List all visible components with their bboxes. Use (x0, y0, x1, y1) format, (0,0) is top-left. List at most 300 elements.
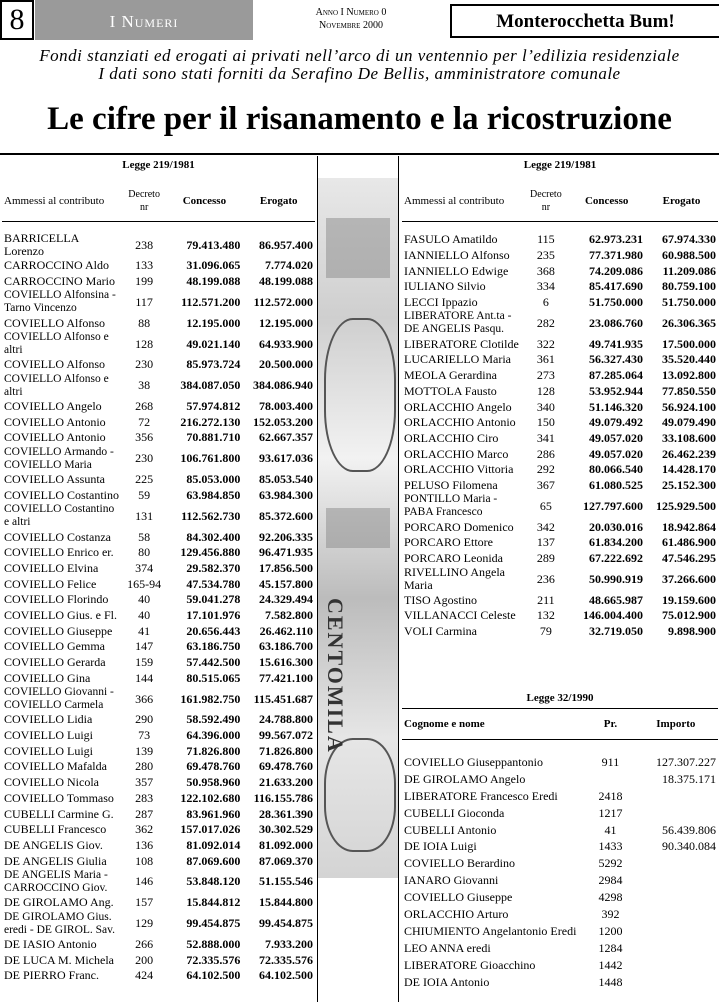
amount (634, 788, 718, 805)
beneficiary-name: COVIELLO Gerarda (4, 655, 106, 670)
granted-amount: 50.990.919 (588, 571, 643, 586)
beneficiary-name: COVIELLO Armando - COVIELLO Maria (4, 445, 114, 471)
decree-number: 362 (135, 822, 154, 837)
paid-amount: 33.108.600 (662, 430, 716, 445)
paid-amount: 115.451.687 (253, 691, 313, 706)
granted-amount: 69.478.760 (186, 759, 241, 774)
banknote-band (326, 218, 390, 278)
table-row (2, 331, 315, 357)
right-table (402, 157, 718, 639)
beneficiary-name: CHIUMIENTO Angelantonio Eredi (404, 923, 577, 938)
table-row (402, 384, 718, 400)
decree-number: 147 (135, 639, 154, 654)
decree-number: 225 (135, 472, 154, 487)
beneficiary-name: LUCARIELLO Maria (404, 352, 511, 367)
article-title: Le cifre per il risanamento e la ricostruzione (47, 101, 672, 137)
beneficiary-name: CUBELLI Francesco (4, 822, 107, 837)
beneficiary-name: COVIELLO Giuseppantonio (404, 754, 543, 769)
beneficiary-name: COVIELLO Alfonso e altri (4, 331, 109, 357)
paid-amount: 62.667.357 (259, 430, 313, 445)
amount (634, 805, 718, 822)
granted-amount: 85.973.724 (186, 357, 241, 372)
table-row (2, 561, 315, 577)
decree-number: 144 (135, 670, 154, 685)
beneficiary-name: DE GIROLAMO Gius. eredi - DE GIROL. Sav. (4, 910, 116, 936)
page-header (0, 0, 719, 40)
decree-number: 282 (536, 315, 555, 330)
beneficiary-name: COVIELLO Alfonso e altri (4, 372, 109, 398)
beneficiary-name: COVIELLO Alfonso (4, 357, 105, 372)
table-row (402, 855, 718, 872)
column-divider-right (398, 156, 399, 1002)
decree-number: 342 (536, 519, 555, 534)
paid-amount: 26.306.365 (662, 315, 716, 330)
beneficiary-name: COVIELLO Alfonso (4, 315, 105, 330)
table-row (2, 315, 315, 331)
table-row (402, 551, 718, 567)
granted-amount: 23.086.760 (588, 315, 643, 330)
granted-amount: 53.848.120 (186, 874, 241, 889)
paid-amount: 9.898.900 (668, 624, 716, 639)
granted-amount: 84.302.400 (186, 529, 241, 544)
paid-amount: 69.478.760 (259, 759, 313, 774)
paid-amount: 85.053.540 (259, 472, 313, 487)
spacer-cell (402, 740, 718, 755)
granted-amount: 80.515.065 (186, 670, 241, 685)
table-row (402, 754, 718, 771)
decree-number: 117 (135, 294, 153, 309)
granted-amount: 64.396.000 (186, 728, 241, 743)
granted-amount: 57.442.500 (186, 655, 241, 670)
beneficiary-name: ORLACCHIO Antonio (404, 415, 516, 430)
granted-amount: 77.371.980 (588, 248, 643, 263)
paid-amount: 93.617.036 (259, 451, 313, 466)
beneficiary-name: LIBERATORE Clotilde (404, 336, 519, 351)
beneficiary-name: COVIELLO Luigi (4, 743, 93, 758)
amount (634, 906, 718, 923)
banknote-seal (324, 738, 396, 852)
granted-amount: 157.017.026 (180, 822, 241, 837)
law-32-1990-table (402, 688, 718, 990)
decree-number: 366 (135, 691, 154, 706)
subtitle-line-1: Fondi stanziati ed erogati ai privati nell’arco di un ventennio per l’edilizia residenziale (39, 46, 680, 65)
paid-amount: 17.856.500 (259, 560, 313, 575)
paid-amount: 47.546.295 (662, 551, 716, 566)
paid-amount: 48.199.088 (259, 274, 313, 289)
table-row (2, 853, 315, 869)
beneficiary-name: VOLI Carmina (404, 624, 477, 639)
table-row (2, 670, 315, 686)
beneficiary-name: CUBELLI Gioconda (404, 805, 505, 820)
table-row (402, 889, 718, 906)
decree-number: 238 (135, 237, 154, 252)
paid-amount: 116.155.786 (253, 790, 313, 805)
decree-number: 235 (536, 248, 555, 263)
decree-number: 165-94 (127, 576, 162, 591)
beneficiary-name: COVIELLO Angelo (4, 399, 102, 414)
beneficiary-name: COVIELLO Alfonsina - Tarno Vincenzo (4, 289, 116, 315)
practice-number (587, 771, 633, 788)
decree-number: 341 (536, 430, 555, 445)
granted-amount: 49.079.492 (588, 415, 643, 430)
paid-amount: 15.616.300 (259, 655, 313, 670)
decree-number: 424 (135, 968, 154, 983)
beneficiary-name: DE ANGELIS Giulia (4, 853, 107, 868)
practice-number: 41 (604, 822, 617, 837)
column-header-name: Ammessi al contributo (402, 181, 523, 222)
beneficiary-name: RIVELLINO Angela Maria (404, 565, 505, 593)
table-header-row (2, 181, 315, 222)
table-row (402, 624, 718, 640)
practice-number: 4298 (598, 890, 623, 905)
paid-amount: 71.826.800 (259, 743, 313, 758)
table-row (2, 686, 315, 712)
beneficiary-name: DE IASIO Antonio (4, 936, 97, 951)
paid-amount: 61.486.900 (662, 535, 716, 550)
column-header-granted: Concesso (568, 181, 645, 222)
title-rule (0, 153, 719, 155)
newspaper-name: Monterocchetta Bum! (450, 4, 719, 38)
paid-amount: 72.335.576 (259, 952, 313, 967)
decree-number: 283 (135, 790, 154, 805)
paid-amount: 21.633.200 (259, 775, 313, 790)
decree-number: 290 (135, 712, 154, 727)
decree-number: 128 (536, 383, 555, 398)
practice-number: 1448 (598, 974, 623, 989)
paid-amount: 24.788.800 (259, 712, 313, 727)
paid-amount: 17.500.000 (662, 336, 716, 351)
decree-number: 159 (135, 655, 154, 670)
granted-amount: 64.102.500 (186, 968, 241, 983)
paid-amount: 30.302.529 (259, 822, 313, 837)
granted-amount: 87.069.600 (186, 853, 241, 868)
granted-amount: 50.958.960 (186, 775, 241, 790)
decree-number: 80 (138, 545, 151, 560)
decree-number: 58 (138, 529, 151, 544)
paid-amount: 24.329.494 (259, 592, 313, 607)
granted-amount: 17.101.976 (186, 607, 241, 622)
decree-number: 72 (138, 414, 151, 429)
table-row (402, 279, 718, 295)
table-row (402, 535, 718, 551)
paid-amount: 125.929.500 (656, 498, 716, 513)
beneficiary-name: PONTILLO Maria - PABA Francesco (404, 493, 498, 519)
table-row (402, 923, 718, 940)
table-row (2, 576, 315, 592)
decree-number: 132 (536, 608, 555, 623)
table-row (2, 838, 315, 854)
table-row (2, 655, 315, 671)
paid-amount: 56.924.100 (662, 399, 716, 414)
beneficiary-name: COVIELLO Lidia (4, 712, 93, 727)
granted-amount: 122.102.680 (180, 790, 241, 805)
paid-amount: 35.520.440 (662, 352, 716, 367)
paid-amount: 99.567.072 (259, 728, 313, 743)
amount (634, 855, 718, 872)
beneficiary-name: COVIELLO Giuseppe (4, 623, 113, 638)
paid-amount: 51.155.546 (259, 874, 313, 889)
granted-amount: 61.834.200 (588, 535, 643, 550)
table-row (402, 519, 718, 535)
granted-amount: 85.417.690 (588, 279, 643, 294)
granted-amount: 146.004.400 (582, 608, 643, 623)
practice-number: 1442 (598, 957, 623, 972)
column-header-decree: Decreto nr (122, 181, 167, 222)
decree-number: 136 (135, 837, 154, 852)
amount (634, 974, 718, 991)
amount (634, 957, 718, 974)
beneficiary-name: COVIELLO Gius. e Fl. (4, 607, 117, 622)
granted-amount: 63.984.850 (186, 487, 241, 502)
beneficiary-name: COVIELLO Assunta (4, 472, 105, 487)
decree-number: 292 (536, 462, 555, 477)
decree-number: 139 (135, 743, 154, 758)
table-caption: Legge 219/1981 (122, 159, 195, 171)
table-row (402, 592, 718, 608)
beneficiary-name: IANNIELLO Edwige (404, 263, 509, 278)
table-row (2, 743, 315, 759)
paid-amount: 45.157.800 (259, 576, 313, 591)
beneficiary-name: MEOLA Gerardina (404, 368, 497, 383)
beneficiary-name: COVIELLO Elvina (4, 560, 99, 575)
decree-number: 367 (536, 477, 555, 492)
beneficiary-name: COVIELLO Enrico er. (4, 545, 114, 560)
table-row (402, 248, 718, 264)
paid-amount: 64.102.500 (259, 968, 313, 983)
paid-amount: 77.421.100 (259, 670, 313, 685)
paid-amount: 77.850.550 (662, 383, 716, 398)
paid-amount: 112.572.000 (253, 294, 313, 309)
beneficiary-name: PELUSO Filomena (404, 477, 498, 492)
paid-amount: 75.012.900 (662, 608, 716, 623)
beneficiary-name: PORCARO Domenico (404, 519, 514, 534)
table-row (402, 493, 718, 519)
beneficiary-name: COVIELLO Gina (4, 670, 91, 685)
table-row (2, 728, 315, 744)
beneficiary-name: MOTTOLA Fausto (404, 383, 497, 398)
decree-number: 41 (138, 623, 151, 638)
banknote-band (326, 508, 390, 548)
beneficiary-name: CUBELLI Antonio (404, 822, 497, 837)
decree-number: 356 (135, 430, 154, 445)
practice-number: 1284 (598, 940, 623, 955)
table-row (402, 788, 718, 805)
paid-amount: 28.361.390 (259, 806, 313, 821)
issue-line-1: Anno I Numero 0 (315, 7, 387, 18)
decree-number: 79 (539, 624, 552, 639)
paid-amount: 19.159.600 (662, 592, 716, 607)
granted-amount: 53.952.944 (588, 383, 643, 398)
column-header-name: Cognome e nome (402, 709, 587, 740)
table-row (402, 957, 718, 974)
granted-amount: 20.656.443 (186, 623, 241, 638)
granted-amount: 384.087.050 (180, 378, 241, 393)
amount: 56.439.806 (662, 822, 716, 837)
table-row (402, 872, 718, 889)
table-row (402, 368, 718, 384)
amount: 90.340.084 (662, 839, 716, 854)
decree-number: 6 (542, 295, 549, 310)
granted-amount: 99.454.875 (186, 916, 241, 931)
beneficiary-name: DE GIROLAMO Angelo (404, 771, 526, 786)
beneficiary-name: LIBERATORE Francesco Eredi (404, 788, 558, 803)
granted-amount: 70.881.710 (186, 430, 241, 445)
beneficiary-name: CARROCCINO Aldo (4, 258, 110, 273)
beneficiary-name: DE ANGELIS Giov. (4, 837, 103, 852)
beneficiary-name: COVIELLO Costantino (4, 487, 119, 502)
banknote-image (318, 178, 398, 878)
decree-number: 340 (536, 399, 555, 414)
table-row (2, 592, 315, 608)
paid-amount: 7.582.800 (265, 607, 313, 622)
decree-number: 137 (536, 535, 555, 550)
beneficiary-name: COVIELLO Nicola (4, 775, 99, 790)
decree-number: 268 (135, 399, 154, 414)
paid-amount: 152.053.200 (253, 414, 313, 429)
table-row (2, 258, 315, 274)
practice-number: 2418 (598, 788, 623, 803)
decree-number: 199 (135, 274, 154, 289)
table-row (2, 775, 315, 791)
decree-number: 361 (536, 352, 555, 367)
table-row (2, 791, 315, 807)
table-row (2, 373, 315, 399)
table-row (2, 472, 315, 488)
beneficiary-name: DE ANGELIS Maria - CARROCCINO Giov. (4, 868, 108, 894)
granted-amount: 83.961.960 (186, 806, 241, 821)
decree-number: 273 (536, 368, 555, 383)
beneficiary-name: COVIELLO Giuseppe (404, 890, 513, 905)
paid-amount: 384.086.940 (253, 378, 313, 393)
paid-amount: 96.471.935 (259, 545, 313, 560)
table-spacer (402, 740, 718, 755)
decree-number: 59 (138, 487, 151, 502)
beneficiary-name: LECCI Ippazio (404, 295, 478, 310)
beneficiary-name: ORLACCHIO Angelo (404, 399, 512, 414)
table-row (402, 566, 718, 592)
paid-amount: 7.933.200 (265, 936, 313, 951)
beneficiary-name: COVIELLO Antonio (4, 430, 106, 445)
issue-info (255, 6, 447, 32)
granted-amount: 58.592.490 (186, 712, 241, 727)
decree-number: 289 (536, 551, 555, 566)
granted-amount: 71.826.800 (186, 743, 241, 758)
decree-number: 131 (135, 508, 154, 523)
beneficiary-name: IULIANO Silvio (404, 279, 486, 294)
table-row (402, 263, 718, 279)
table-row (2, 529, 315, 545)
granted-amount: 72.335.576 (186, 952, 241, 967)
granted-amount: 112.571.200 (181, 294, 241, 309)
table-row (402, 608, 718, 624)
table-row (402, 974, 718, 991)
table-header-row (402, 181, 718, 222)
decree-number: 357 (135, 775, 154, 790)
column-header-paid: Erogato (645, 181, 718, 222)
paid-amount: 99.454.875 (259, 916, 313, 931)
granted-amount: 112.562.730 (181, 508, 241, 523)
column-header-granted: Concesso (166, 181, 242, 222)
table-row (2, 822, 315, 838)
beneficiary-name: ORLACCHIO Marco (404, 446, 509, 461)
beneficiary-name: DE LUCA M. Michela (4, 952, 114, 967)
decree-number: 133 (135, 258, 154, 273)
paid-amount: 63.984.300 (259, 487, 313, 502)
table-row (2, 399, 315, 415)
paid-amount: 85.372.600 (259, 508, 313, 523)
beneficiary-name: COVIELLO Gemma (4, 639, 105, 654)
granted-amount: 79.413.480 (186, 237, 241, 252)
table-row (402, 478, 718, 494)
paid-amount: 26.462.110 (259, 623, 313, 638)
paid-amount: 63.186.700 (259, 639, 313, 654)
amount: 18.375.171 (662, 771, 716, 786)
paid-amount: 49.079.490 (662, 415, 716, 430)
amount (634, 940, 718, 957)
table-row (2, 869, 315, 895)
table-row (402, 771, 718, 788)
paid-amount: 20.500.000 (259, 357, 313, 372)
decree-number: 230 (135, 357, 154, 372)
table-row (2, 806, 315, 822)
granted-amount: 49.057.020 (588, 430, 643, 445)
granted-amount: 32.719.050 (588, 624, 643, 639)
table-row (2, 414, 315, 430)
table-row (2, 446, 315, 472)
table-row (2, 430, 315, 446)
paid-amount: 18.942.864 (662, 519, 716, 534)
paid-amount: 87.069.370 (259, 853, 313, 868)
granted-amount: 81.092.014 (186, 837, 241, 852)
table-row (2, 503, 315, 529)
beneficiary-name: DE IOIA Luigi (404, 839, 477, 854)
table-caption-row (2, 157, 315, 181)
granted-amount: 51.146.320 (588, 399, 643, 414)
beneficiary-name: COVIELLO Costanza (4, 529, 111, 544)
decree-number: 129 (135, 916, 154, 931)
amount (634, 872, 718, 889)
table-row (2, 608, 315, 624)
table-row (2, 274, 315, 290)
table-row (402, 940, 718, 957)
beneficiary-name: BARRICELLA Lorenzo (4, 231, 79, 258)
decree-number: 236 (536, 571, 555, 586)
table-row (2, 759, 315, 775)
table-row (402, 352, 718, 368)
beneficiary-name: TISO Agostino (404, 592, 478, 607)
table-header-row (402, 709, 718, 740)
table-caption-row (402, 688, 718, 709)
decree-number: 230 (135, 451, 154, 466)
beneficiary-name: COVIELLO Antonio (4, 414, 106, 429)
paid-amount: 80.759.100 (662, 279, 716, 294)
table-row (2, 952, 315, 968)
practice-number: 392 (601, 906, 620, 921)
decree-number: 266 (135, 936, 154, 951)
granted-amount: 51.750.000 (588, 295, 643, 310)
beneficiary-name: COVIELLO Florindo (4, 592, 109, 607)
beneficiary-name: DE IOIA Antonio (404, 974, 490, 989)
table-caption: Legge 32/1990 (526, 691, 594, 704)
page-number: 8 (0, 0, 34, 40)
granted-amount: 47.534.780 (186, 576, 241, 591)
beneficiary-name: COVIELLO Berardino (404, 856, 515, 871)
granted-amount: 85.053.000 (186, 472, 241, 487)
banknote-portrait (324, 318, 396, 472)
granted-amount: 57.974.812 (186, 399, 241, 414)
table-caption-row (402, 157, 718, 181)
table-spacer (402, 222, 718, 233)
